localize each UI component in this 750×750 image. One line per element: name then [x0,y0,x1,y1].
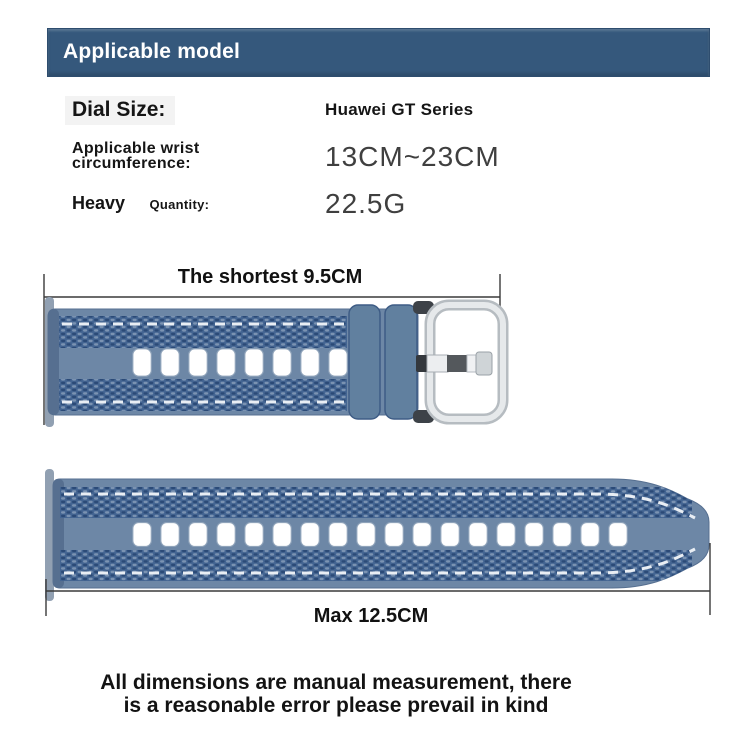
header-title: Applicable model [63,40,241,63]
disclaimer-line1: All dimensions are manual measurement, there [100,671,572,694]
pin-segment-light [427,355,448,372]
strap-diagram [0,255,750,655]
weight-quantity-label: Quantity: [149,197,210,212]
header-bar [47,28,710,77]
wrist-label-line2: circumference: [72,155,191,172]
buckle-side-strap [45,297,503,427]
wrist-label-line1: Applicable wrist [72,140,200,157]
holes-side-strap [45,469,709,601]
strap-holes-lower [132,522,628,547]
keeper-loop-1 [349,305,380,419]
pin-pivot [416,355,428,372]
disclaimer-line2: is a reasonable error please prevail in kind [123,694,549,717]
max-measurement-label: Max 12.5CM [313,605,429,627]
pin-segment-dark [447,355,468,372]
texture-band-top [59,316,347,348]
buckle [413,301,503,423]
wrist-circumference-value: 13CM~23CM [325,141,500,172]
pin-rest [476,352,492,375]
dial-size-label: Dial Size: [65,96,175,125]
texture-band-bottom-lower [60,550,692,581]
weight-value: 22.5G [325,188,407,219]
keeper-loop-2 [385,305,417,419]
texture-band-bottom [59,379,347,411]
texture-band-top-lower [60,487,692,518]
wrist-circumference-label [72,141,200,171]
strap-left-edge [48,309,59,415]
dial-size-value: Huawei GT Series [325,100,474,119]
buckle-pin [416,352,492,375]
shortest-measurement-label: The shortest 9.5CM [177,266,363,288]
disclaimer-text [16,671,656,717]
weight-label: Heavy [72,193,126,213]
weight-row [72,193,209,214]
strap-holes [132,348,348,377]
